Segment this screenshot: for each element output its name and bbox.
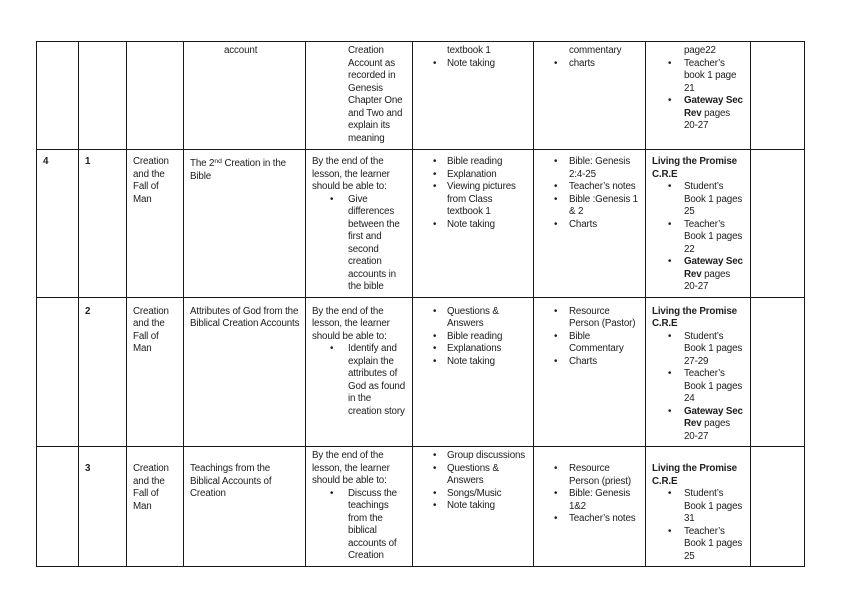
table-row bbox=[37, 150, 805, 298]
resources-cell bbox=[534, 297, 646, 447]
bullet-icon: • bbox=[668, 330, 672, 342]
remarks-cell bbox=[751, 297, 805, 447]
bullet-icon: • bbox=[668, 95, 672, 106]
resources-cell bbox=[534, 447, 646, 567]
list-item bbox=[433, 356, 528, 369]
list-item-text: Songs/Music bbox=[447, 487, 502, 499]
reference-book-title: Living the Promise C.R.E bbox=[652, 463, 737, 487]
bullet-icon: • bbox=[554, 488, 558, 499]
subtopic-text: The 2nd Creation in the Bible bbox=[190, 158, 286, 182]
bullet-icon: • bbox=[668, 256, 672, 267]
subtopic-cell bbox=[184, 42, 306, 150]
bullet-icon: • bbox=[433, 181, 437, 192]
list-item bbox=[668, 406, 745, 444]
references-cell bbox=[646, 150, 751, 298]
list-item bbox=[554, 356, 640, 369]
objectives-lead-text: By the end of the lesson, the learner should be able to: bbox=[312, 156, 390, 192]
list-item bbox=[433, 343, 528, 356]
bullet-icon: • bbox=[330, 487, 334, 499]
bullet-icon: • bbox=[554, 57, 558, 69]
bullet-icon: • bbox=[668, 218, 672, 230]
bullet-icon: • bbox=[433, 305, 437, 317]
subtopic-cell bbox=[184, 297, 306, 447]
lesson-cell bbox=[79, 42, 127, 150]
list-item bbox=[554, 306, 640, 331]
list-item-text: Teacher’s notes bbox=[569, 513, 636, 524]
bullet-icon: • bbox=[433, 57, 437, 69]
list-item bbox=[668, 256, 745, 294]
list-item bbox=[668, 181, 745, 219]
bullet-icon: • bbox=[668, 57, 672, 69]
list-item bbox=[554, 58, 640, 71]
list-item bbox=[433, 58, 528, 71]
bullet-icon: • bbox=[554, 305, 558, 317]
list-item bbox=[554, 156, 640, 181]
list-item-text: Note taking bbox=[447, 500, 495, 511]
lesson-number: 3 bbox=[85, 463, 91, 474]
bullet-icon: • bbox=[330, 343, 334, 354]
list-item bbox=[433, 450, 528, 463]
bullet-icon: • bbox=[433, 330, 437, 342]
list-item bbox=[668, 95, 745, 133]
list-item bbox=[433, 306, 528, 331]
ordinal-superscript: nd bbox=[214, 158, 222, 165]
objectives-cell bbox=[306, 42, 413, 150]
reference-continuation-text: page22 bbox=[684, 45, 716, 56]
table-row bbox=[37, 42, 805, 150]
list-item bbox=[433, 219, 528, 232]
week-cell bbox=[37, 297, 79, 447]
list-item bbox=[554, 488, 640, 513]
subtopic-text: Attributes of God from the Biblical Creation Accounts bbox=[190, 305, 300, 329]
resources-cell bbox=[534, 42, 646, 150]
list-item bbox=[554, 194, 640, 219]
activities-cell bbox=[413, 42, 534, 150]
bullet-icon: • bbox=[433, 168, 437, 180]
bullet-icon: • bbox=[433, 218, 437, 230]
list-item-text: Note taking bbox=[447, 355, 495, 367]
list-item bbox=[433, 181, 528, 219]
objectives-cell bbox=[306, 150, 413, 298]
bullet-icon: • bbox=[433, 355, 437, 367]
bullet-icon: • bbox=[554, 513, 558, 524]
lesson-number: 1 bbox=[85, 156, 91, 167]
topic-cell bbox=[127, 42, 184, 150]
bullet-icon: • bbox=[433, 343, 437, 354]
remarks-cell bbox=[751, 42, 805, 150]
objective-continuation-text: Creation Account as recorded in Genesis Chapter One and Two and explain its meaning bbox=[348, 45, 403, 144]
list-item-text: Gateway Sec Rev pages 20-27 bbox=[684, 405, 743, 442]
list-item bbox=[330, 194, 407, 294]
list-item-text: Viewing pictures from Class textbook 1 bbox=[447, 181, 516, 217]
subtopic-cell bbox=[184, 447, 306, 567]
list-item-text: Explanation bbox=[447, 168, 497, 180]
bullet-icon: • bbox=[668, 525, 672, 537]
list-item-text: Student’s Book 1 pages 25 bbox=[684, 181, 743, 217]
list-item bbox=[554, 219, 640, 232]
bullet-icon: • bbox=[330, 193, 334, 205]
resources-cell bbox=[534, 150, 646, 298]
table-row bbox=[37, 297, 805, 447]
list-item-text: Teacher’s notes bbox=[569, 181, 636, 192]
list-item bbox=[330, 488, 407, 563]
bullet-icon: • bbox=[554, 181, 558, 192]
list-item-text: Bible :Genesis 1 & 2 bbox=[569, 193, 638, 217]
list-item-text: Teacher’s book 1 page 21 bbox=[684, 57, 737, 94]
topic-cell bbox=[127, 447, 184, 567]
topic-text: Creation and the Fall of Man bbox=[133, 463, 169, 512]
list-item-text: Bible reading bbox=[447, 330, 503, 342]
objectives-lead-text: By the end of the lesson, the learner should be able to: bbox=[312, 450, 390, 486]
bullet-icon: • bbox=[668, 181, 672, 192]
reference-book-title: Living the Promise C.R.E bbox=[652, 305, 737, 329]
list-item-text: Student’s Book 1 pages 27-29 bbox=[684, 330, 743, 367]
list-item-text: Bible: Genesis 1&2 bbox=[569, 488, 631, 512]
week-number: 4 bbox=[43, 156, 49, 167]
lesson-cell bbox=[79, 447, 127, 567]
list-item-text: Bible reading bbox=[447, 156, 503, 167]
list-item bbox=[668, 331, 745, 369]
topic-text: Creation and the Fall of Man bbox=[133, 156, 169, 205]
list-item-text: Charts bbox=[569, 355, 597, 367]
list-item-text: Gateway Sec Rev pages 20-27 bbox=[684, 256, 743, 292]
bullet-icon: • bbox=[554, 193, 558, 205]
bullet-icon: • bbox=[433, 500, 437, 511]
bullet-icon: • bbox=[433, 462, 437, 474]
scheme-of-work-table bbox=[36, 41, 805, 567]
list-item bbox=[668, 526, 745, 564]
week-cell bbox=[37, 447, 79, 567]
list-item bbox=[668, 488, 745, 526]
topic-cell bbox=[127, 150, 184, 298]
references-cell bbox=[646, 42, 751, 150]
list-item-text: Questions & Answers bbox=[447, 305, 499, 329]
list-item-text: Resource Person (priest) bbox=[569, 463, 631, 487]
list-item bbox=[668, 368, 745, 406]
list-item-text: Questions & Answers bbox=[447, 462, 499, 486]
resource-continuation-text: commentary bbox=[569, 45, 622, 56]
list-item-text: Identify and explain the attributes of God as found in the creation story bbox=[348, 343, 406, 417]
list-item-text: Give differences between the first and second creation accounts in the bible bbox=[348, 193, 400, 292]
bullet-icon: • bbox=[554, 463, 558, 474]
list-item bbox=[433, 463, 528, 488]
list-item-text: Gateway Sec Rev pages 20-27 bbox=[684, 95, 743, 131]
lesson-cell bbox=[79, 150, 127, 298]
list-item-text: Resource Person (Pastor) bbox=[569, 305, 636, 329]
activities-cell bbox=[413, 150, 534, 298]
bullet-icon: • bbox=[668, 368, 672, 379]
subtopic-text: Teachings from the Biblical Accounts of Creation bbox=[190, 463, 272, 499]
list-item-text: Teacher’s Book 1 pages 24 bbox=[684, 368, 743, 404]
list-item bbox=[554, 181, 640, 194]
subtopic-cell bbox=[184, 150, 306, 298]
subtopic-continuation-text: account bbox=[224, 45, 258, 56]
list-item bbox=[433, 500, 528, 513]
references-cell bbox=[646, 447, 751, 567]
list-item-text: Bible Commentary bbox=[569, 330, 624, 354]
list-item-text: Teacher’s Book 1 pages 22 bbox=[684, 218, 743, 255]
bullet-icon: • bbox=[554, 156, 558, 167]
list-item-text: Note taking bbox=[447, 218, 495, 230]
list-item-text: Student’s Book 1 pages 31 bbox=[684, 488, 743, 524]
list-item-text: Charts bbox=[569, 218, 597, 230]
list-item bbox=[668, 58, 745, 96]
table-row bbox=[37, 447, 805, 567]
activities-cell bbox=[413, 447, 534, 567]
bullet-icon: • bbox=[668, 488, 672, 499]
objectives-lead-text: By the end of the lesson, the learner should be able to: bbox=[312, 305, 390, 342]
list-item-text: Teacher’s Book 1 pages 25 bbox=[684, 525, 743, 562]
topic-cell bbox=[127, 297, 184, 447]
list-item bbox=[554, 331, 640, 356]
objectives-cell bbox=[306, 447, 413, 567]
list-item-text: Group discussions bbox=[447, 450, 526, 461]
remarks-cell bbox=[751, 150, 805, 298]
objectives-cell bbox=[306, 297, 413, 447]
topic-text: Creation and the Fall of Man bbox=[133, 305, 169, 354]
list-item bbox=[668, 219, 745, 257]
references-cell bbox=[646, 297, 751, 447]
week-cell bbox=[37, 150, 79, 298]
list-item bbox=[433, 169, 528, 182]
reference-book-title: Living the Promise C.R.E bbox=[652, 156, 737, 180]
bullet-icon: • bbox=[554, 355, 558, 367]
activities-cell bbox=[413, 297, 534, 447]
list-item bbox=[433, 488, 528, 501]
list-item-text: Bible: Genesis 2:4-25 bbox=[569, 156, 631, 180]
activity-continuation-text: textbook 1 bbox=[447, 45, 491, 56]
bullet-icon: • bbox=[668, 405, 672, 417]
lesson-number: 2 bbox=[85, 305, 91, 317]
bullet-icon: • bbox=[554, 330, 558, 342]
bullet-icon: • bbox=[433, 156, 437, 167]
list-item bbox=[554, 513, 640, 526]
bullet-icon: • bbox=[433, 450, 437, 461]
list-item bbox=[433, 331, 528, 344]
remarks-cell bbox=[751, 447, 805, 567]
list-item-text: charts bbox=[569, 57, 595, 69]
week-cell bbox=[37, 42, 79, 150]
list-item-text: Explanations bbox=[447, 343, 502, 354]
lesson-cell bbox=[79, 297, 127, 447]
list-item-text: Note taking bbox=[447, 57, 495, 69]
list-item bbox=[554, 463, 640, 488]
list-item bbox=[433, 156, 528, 169]
bullet-icon: • bbox=[433, 487, 437, 499]
list-item bbox=[330, 343, 407, 418]
list-item-text: Discuss the teachings from the biblical accounts of Creation bbox=[348, 487, 397, 561]
bullet-icon: • bbox=[554, 218, 558, 230]
